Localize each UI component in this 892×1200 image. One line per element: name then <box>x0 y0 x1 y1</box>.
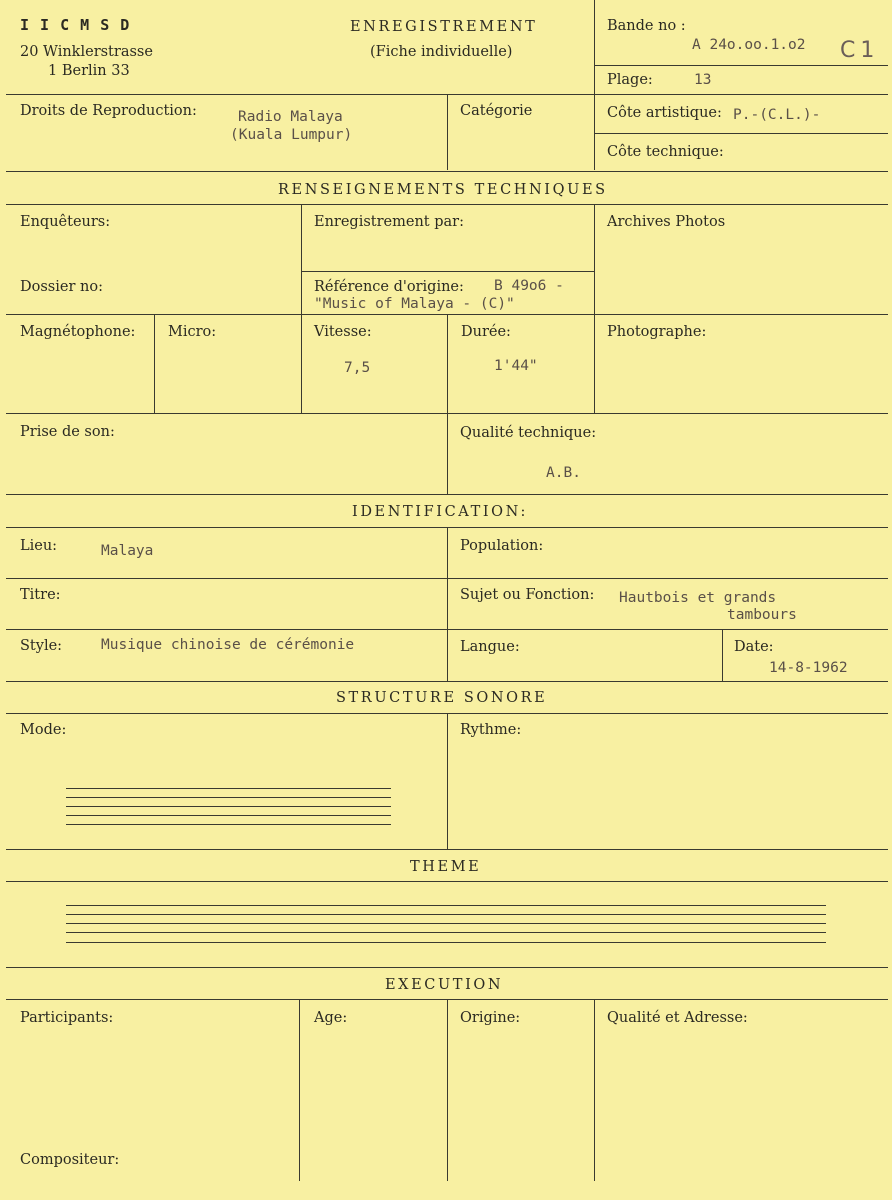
divider <box>594 999 595 1181</box>
duree-value: 1'44" <box>494 358 538 374</box>
lieu-value: Malaya <box>101 543 154 559</box>
date-value: 14-8-1962 <box>769 660 848 676</box>
divider <box>447 314 448 414</box>
droits-value-line2: (Kuala Lumpur) <box>230 127 353 143</box>
sujet-label: Sujet ou Fonction: <box>460 587 595 603</box>
plage-value: 13 <box>694 72 712 88</box>
origine-label: Origine: <box>460 1010 521 1026</box>
dossier-label: Dossier no: <box>20 279 103 295</box>
institute-logo: I I C M S D <box>20 16 131 34</box>
date-label: Date: <box>734 639 774 655</box>
divider <box>6 578 888 579</box>
style-value: Musique chinoise de cérémonie <box>101 637 355 653</box>
vitesse-value: 7,5 <box>344 360 371 376</box>
mode-label: Mode: <box>20 722 67 738</box>
sujet-value-line2: tambours <box>727 607 797 623</box>
divider <box>6 681 888 682</box>
divider <box>447 713 448 850</box>
section-heading-identification: IDENTIFICATION: <box>352 504 528 520</box>
section-heading-structure: STRUCTURE SONORE <box>336 690 548 706</box>
magnetophone-label: Magnétophone: <box>20 324 136 340</box>
form-subtitle: (Fiche individuelle) <box>370 44 513 60</box>
divider <box>6 171 888 172</box>
reference-label: Référence d'origine: <box>314 279 464 295</box>
divider <box>594 133 888 134</box>
form-title: ENREGISTREMENT <box>350 19 538 35</box>
divider <box>301 271 594 272</box>
divider <box>6 881 888 882</box>
reference-value-line1: B 49o6 - <box>494 278 564 294</box>
droits-value-line1: Radio Malaya <box>238 109 343 125</box>
divider <box>447 999 448 1181</box>
bande-value: A 24o.oo.1.o2 <box>692 37 806 53</box>
cote-artistique-value: P.-(C.L.)- <box>733 107 821 123</box>
divider <box>299 999 300 1181</box>
droits-label: Droits de Reproduction: <box>20 103 197 119</box>
address-city: 1 Berlin 33 <box>48 63 130 79</box>
lieu-label: Lieu: <box>20 538 58 554</box>
divider <box>722 629 723 682</box>
rythme-label: Rythme: <box>460 722 522 738</box>
micro-label: Micro: <box>168 324 217 340</box>
sujet-value-line1: Hautbois et grands <box>619 590 777 606</box>
bande-label: Bande no : <box>607 18 686 34</box>
divider <box>6 494 888 495</box>
section-heading-execution: EXECUTION <box>385 977 504 993</box>
categorie-label: Catégorie <box>460 103 533 119</box>
archives-label: Archives Photos <box>607 214 726 230</box>
prise-de-son-label: Prise de son: <box>20 424 115 440</box>
age-label: Age: <box>314 1010 348 1026</box>
qualite-adresse-label: Qualité et Adresse: <box>607 1010 748 1026</box>
section-heading-technique: RENSEIGNEMENTS TECHNIQUES <box>278 182 608 198</box>
divider <box>447 413 448 495</box>
cote-technique-label: Côte technique: <box>607 144 724 160</box>
divider <box>447 527 448 682</box>
qualite-technique-label: Qualité technique: <box>460 425 597 441</box>
titre-label: Titre: <box>20 587 61 603</box>
duree-label: Durée: <box>461 324 511 340</box>
plage-label: Plage: <box>607 72 653 88</box>
participants-label: Participants: <box>20 1010 114 1026</box>
divider <box>447 94 448 170</box>
divider <box>154 314 155 414</box>
divider <box>594 204 595 414</box>
vitesse-label: Vitesse: <box>314 324 372 340</box>
divider <box>6 849 888 850</box>
population-label: Population: <box>460 538 544 554</box>
photographe-label: Photographe: <box>607 324 707 340</box>
style-label: Style: <box>20 638 63 654</box>
langue-label: Langue: <box>460 639 520 655</box>
reference-value-line2: "Music of Malaya - (C)" <box>314 296 515 312</box>
cote-artistique-label: Côte artistique: <box>607 105 722 121</box>
divider <box>6 204 888 205</box>
qualite-technique-value: A.B. <box>546 465 581 481</box>
divider <box>6 967 888 968</box>
divider <box>594 65 888 66</box>
divider <box>301 204 302 414</box>
enqueteurs-label: Enquêteurs: <box>20 214 111 230</box>
divider <box>6 629 888 630</box>
divider <box>594 0 595 170</box>
enregistrement-par-label: Enregistrement par: <box>314 214 464 230</box>
address-street: 20 Winklerstrasse <box>20 44 153 60</box>
compositeur-label: Compositeur: <box>20 1152 120 1168</box>
bande-handwritten-note: C 1 <box>840 38 874 63</box>
section-heading-theme: THEME <box>410 859 482 875</box>
